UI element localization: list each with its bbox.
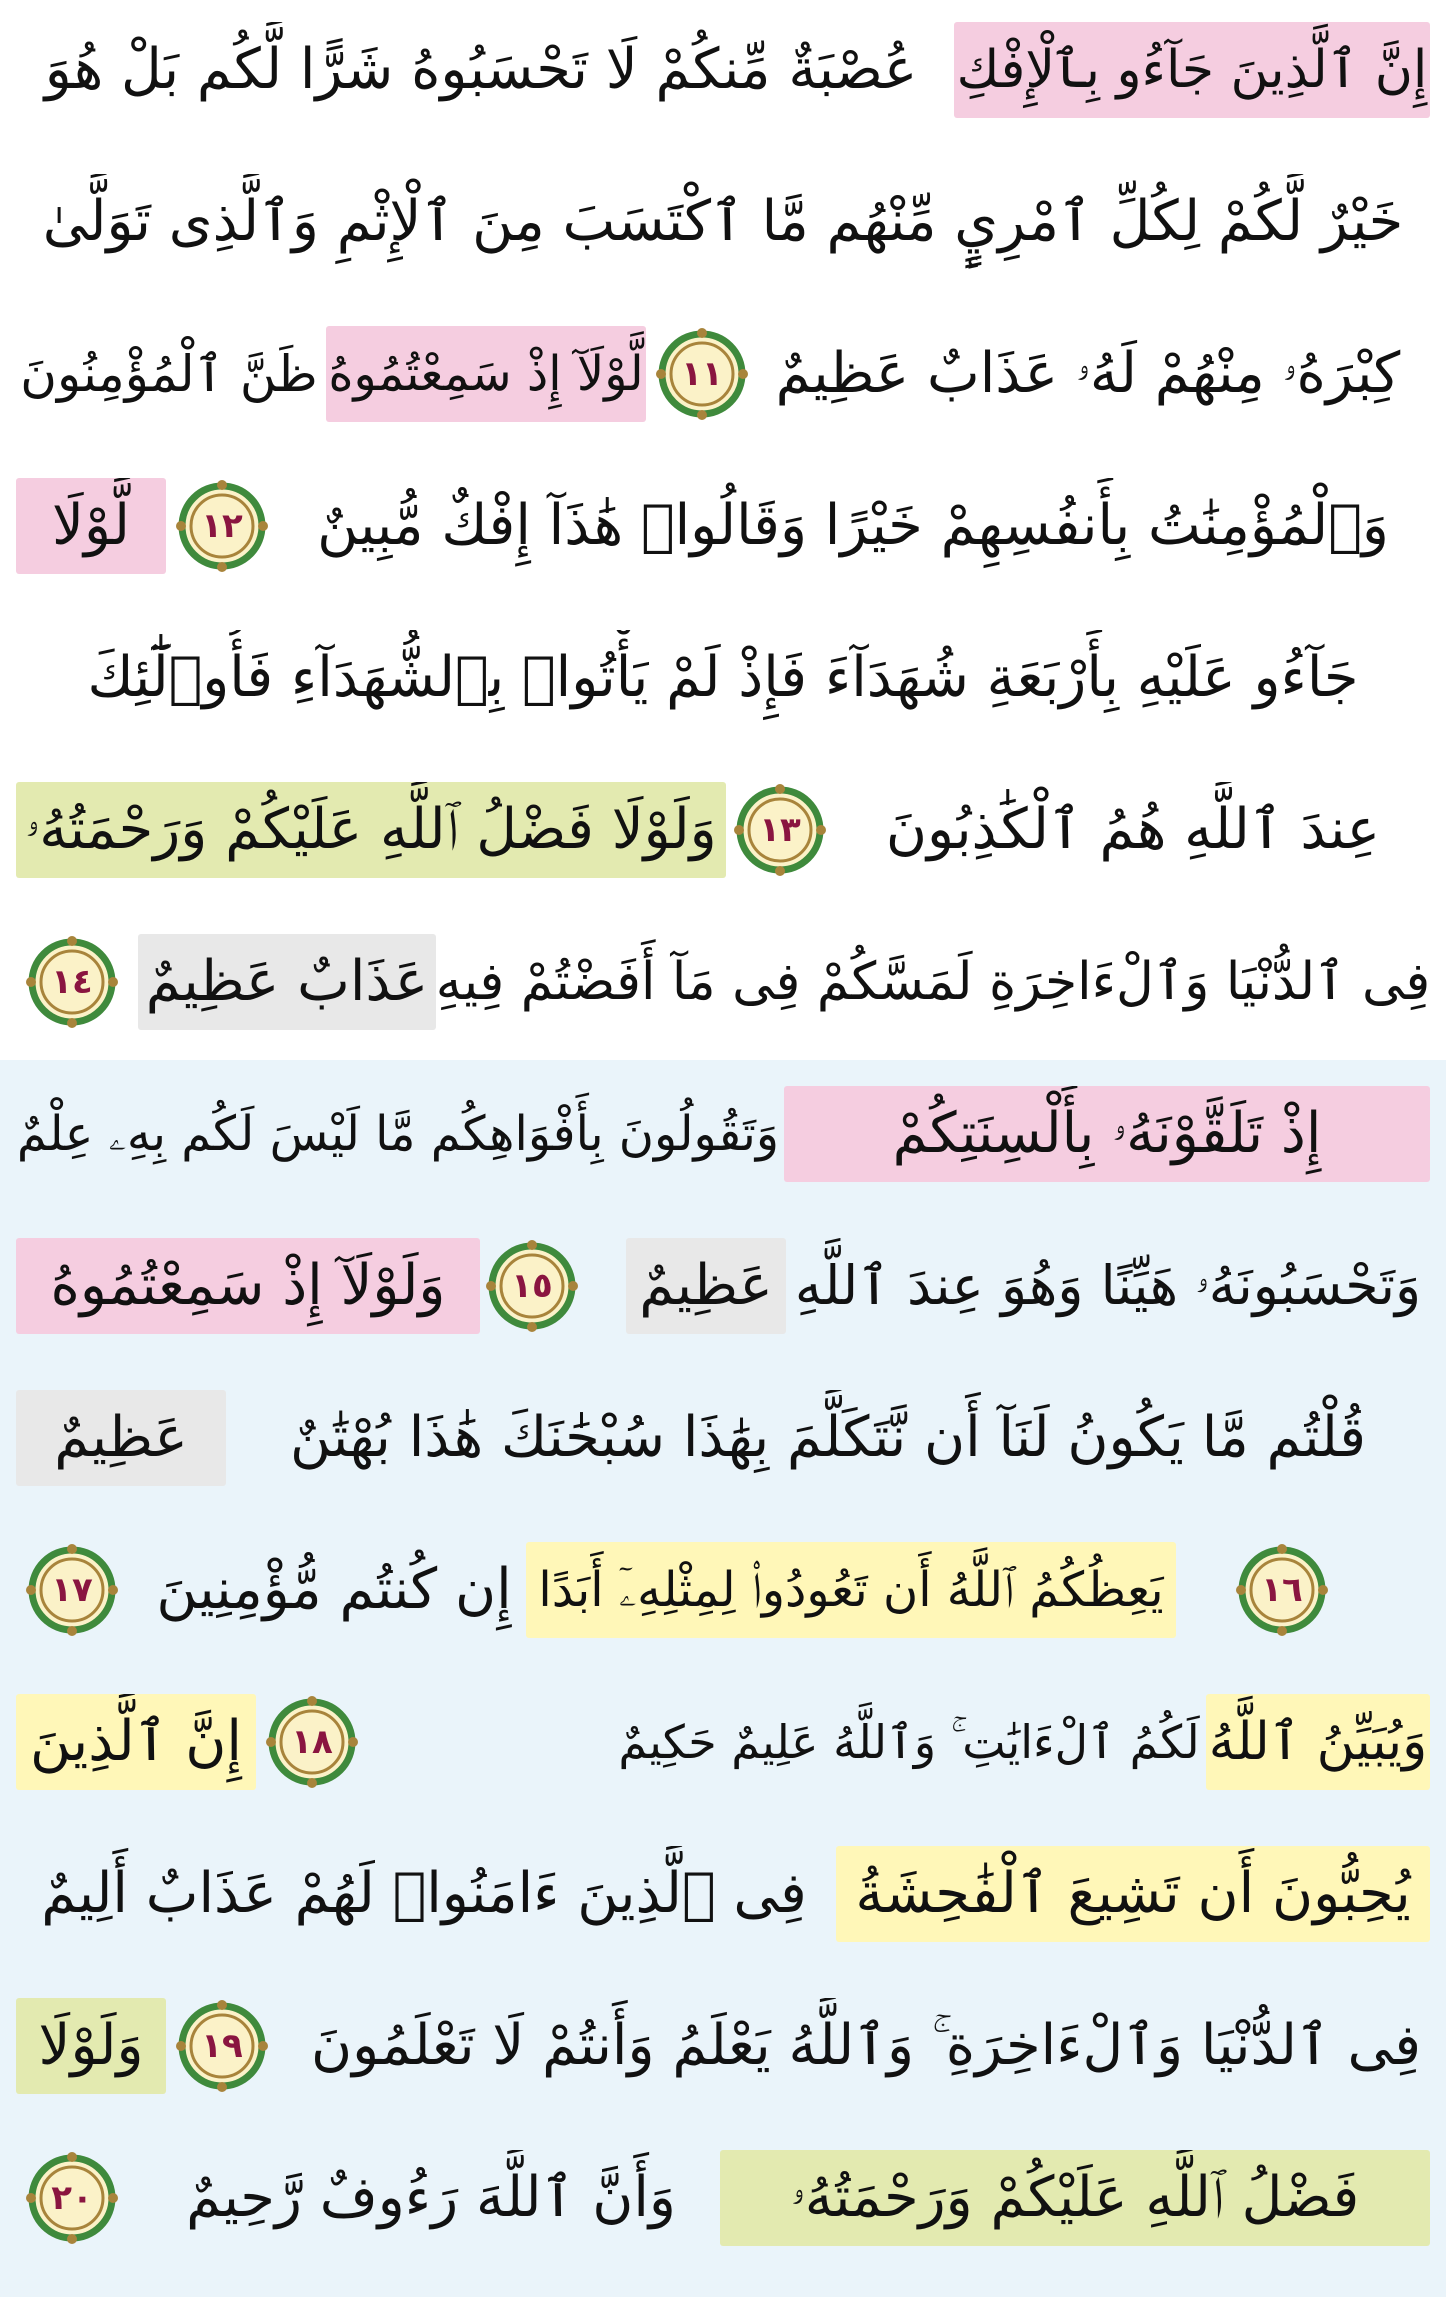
verse-number: ٢٠ — [51, 2178, 93, 2218]
verse-line — [16, 774, 1430, 886]
verse-text: قُلْتُم مَّا يَكُونُ لَنَآ أَن نَّتَكَلَّمَ بِهَٰذَا سُبْحَٰنَكَ هَٰذَا بُهْتَٰنٌ — [289, 1405, 1367, 1470]
verse-line — [16, 1686, 1430, 1798]
highlighted-phrase: إِذْ تَلَقَّوْنَهُۥ بِأَلْسِنَتِكُمْ — [784, 1086, 1430, 1182]
verse-number: ١٢ — [201, 506, 243, 546]
verse-text: خَيْرٌ لَّكُمْ لِكُلِّ ٱمْرِيٍٕ مِّنْهُم مَّا ٱكْتَسَبَ مِنَ ٱلْإِثْمِ وَٱلَّذِى تَوَلَّىٰ — [42, 189, 1404, 254]
highlighted-phrase: عَظِيمٌ — [16, 1390, 226, 1486]
verse-text: لَكُمُ ٱلْءَايَٰتِ ۚ وَٱللَّهُ عَلِيمٌ حَكِيمٌ — [618, 1715, 1200, 1769]
verse-text: وَتَقُولُونَ بِأَفْوَاهِكُم مَّا لَيْسَ لَكُم بِهِۦ عِلْمٌ — [16, 1106, 780, 1162]
verse-end-marker — [1236, 1544, 1328, 1636]
highlighted-phrase: وَلَوْلَا فَضْلُ ٱللَّهِ عَلَيْكُمْ وَرَحْمَتُهُۥ — [16, 782, 726, 878]
highlighted-phrase: فَضْلُ ٱللَّهِ عَلَيْكُمْ وَرَحْمَتُهُۥ — [720, 2150, 1430, 2246]
verse-end-marker — [656, 328, 748, 420]
verse-text: وَٱلْمُؤْمِنَٰتُ بِأَنفُسِهِمْ خَيْرًا وَقَالُوا۟ هَٰذَآ إِفْكٌ مُّبِينٌ — [317, 493, 1389, 558]
verse-text: فِى ٱلدُّنْيَا وَٱلْءَاخِرَةِ لَمَسَّكُمْ فِى مَآ أَفَضْتُمْ فِيهِ — [436, 952, 1430, 1012]
highlighted-phrase: يَعِظُكُمُ ٱللَّهُ أَن تَعُودُوا۟ لِمِثْلِهِۦٓ أَبَدًا — [526, 1542, 1176, 1638]
verse-end-marker — [26, 936, 118, 1028]
verse-line — [16, 1078, 1430, 1190]
verse-line — [16, 2142, 1430, 2254]
verse-number: ١٩ — [201, 2026, 243, 2066]
verse-number: ١٨ — [291, 1722, 333, 1762]
verse-line — [16, 166, 1430, 278]
verse-line — [16, 1990, 1430, 2102]
verse-end-marker — [176, 2000, 268, 2092]
highlighted-phrase: وَيُبَيِّنُ ٱللَّهُ — [1206, 1694, 1430, 1790]
verse-text: جَآءُو عَلَيْهِ بِأَرْبَعَةِ شُهَدَآءَ فَإِذْ لَمْ يَأْتُوا۟ بِٱلشُّهَدَآءِ فَأُو۟لَٰٓئِكَ — [87, 645, 1359, 710]
highlighted-phrase: لَّوْلَآ إِذْ سَمِعْتُمُوهُ — [326, 326, 646, 422]
verse-end-marker — [176, 480, 268, 572]
highlighted-phrase: يُحِبُّونَ أَن تَشِيعَ ٱلْفَٰحِشَةُ — [836, 1846, 1430, 1942]
highlighted-phrase: عَذَابٌ عَظِيمٌ — [138, 934, 436, 1030]
highlighted-phrase: إِنَّ ٱلَّذِينَ — [16, 1694, 256, 1790]
verse-text: إِن كُنتُم مُّؤْمِنِينَ — [156, 1557, 512, 1622]
highlighted-phrase: عَظِيمٌ — [626, 1238, 786, 1334]
verse-text: عُصْبَةٌ مِّنكُمْ لَا تَحْسَبُوهُ شَرًّا لَّكُم بَلْ هُوَ — [44, 37, 918, 102]
highlighted-phrase: لَّوْلَا — [16, 478, 166, 574]
verse-line — [16, 318, 1430, 430]
verse-line — [16, 470, 1430, 582]
verse-text: فِى ٱلَّذِينَ ءَامَنُوا۟ لَهُمْ عَذَابٌ أَلِيمٌ — [41, 1861, 807, 1926]
verse-line — [16, 1838, 1430, 1950]
verse-line — [16, 622, 1430, 734]
verse-line — [16, 1534, 1430, 1646]
verse-end-marker — [266, 1696, 358, 1788]
highlighted-phrase: وَلَوْلَا — [16, 1998, 166, 2094]
verse-text: ظَنَّ ٱلْمُؤْمِنُونَ — [20, 345, 318, 403]
verse-number: ١٧ — [51, 1570, 93, 1610]
verse-end-marker — [26, 1544, 118, 1636]
verse-line — [16, 1230, 1430, 1342]
verse-text: عِندَ ٱللَّهِ هُمُ ٱلْكَٰذِبُونَ — [885, 797, 1381, 862]
verse-line — [16, 14, 1430, 126]
verse-number: ١٦ — [1261, 1570, 1303, 1610]
verse-end-marker — [734, 784, 826, 876]
verse-text: وَتَحْسَبُونَهُۥ هَيِّنًا وَهُوَ عِندَ ٱللَّهِ — [794, 1254, 1422, 1317]
verse-text: فِى ٱلدُّنْيَا وَٱلْءَاخِرَةِ ۚ وَٱللَّهُ يَعْلَمُ وَأَنتُمْ لَا تَعْلَمُونَ — [311, 2013, 1421, 2078]
verse-end-marker — [26, 2152, 118, 2244]
verse-line — [16, 1382, 1430, 1494]
highlighted-phrase: إِنَّ ٱلَّذِينَ جَآءُو بِٱلْإِفْكِ — [954, 22, 1430, 118]
highlighted-phrase: وَلَوْلَآ إِذْ سَمِعْتُمُوهُ — [16, 1238, 480, 1334]
verse-number: ١٥ — [511, 1266, 553, 1306]
verse-line — [16, 926, 1430, 1038]
verse-end-marker — [486, 1240, 578, 1332]
verse-text: كِبْرَهُۥ مِنْهُمْ لَهُۥ عَذَابٌ عَظِيمٌ — [775, 341, 1401, 406]
verse-number: ١٤ — [51, 962, 93, 1002]
verse-text: وَأَنَّ ٱللَّهَ رَءُوفٌ رَّحِيمٌ — [186, 2165, 676, 2230]
verse-number: ١١ — [681, 354, 723, 394]
verse-number: ١٣ — [759, 810, 801, 850]
